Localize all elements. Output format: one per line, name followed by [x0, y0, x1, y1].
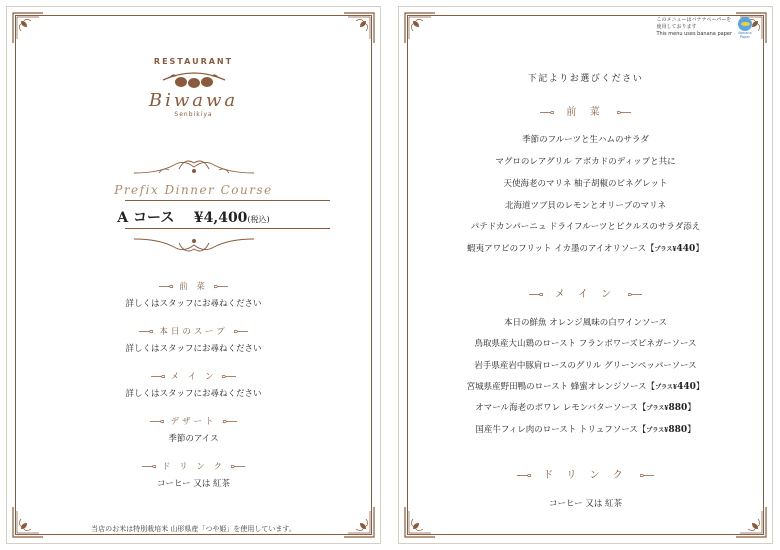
- flourish-icon: [529, 292, 543, 297]
- banana-paper-logo: Banana Paper: [736, 17, 754, 39]
- flourish-icon: [617, 110, 631, 115]
- menu-item: 宮城県産野田鴨のロースト 蜂蜜オレンジソース【プラス¥440】: [466, 382, 705, 392]
- course-tax: (税込): [247, 215, 270, 224]
- flourish-icon: [151, 374, 165, 379]
- flourish-icon: [222, 374, 236, 379]
- olive-branch-icon: [159, 68, 229, 90]
- corner-ornament-icon: [342, 11, 376, 45]
- choose-instruction: 下記よりお選びください: [527, 74, 644, 84]
- menu-item: コーヒー 又は 紅茶: [548, 499, 623, 509]
- flourish-icon: [159, 284, 173, 289]
- section-heading-soup: 本日のスープ: [7, 325, 380, 337]
- logo-name: Biwawa: [148, 90, 239, 111]
- flourish-icon: [231, 464, 245, 469]
- scroll-ornament-icon: [7, 233, 380, 261]
- corner-ornament-icon: [734, 505, 768, 539]
- scroll-ornament-icon: [7, 155, 380, 183]
- menu-page-right: [398, 6, 773, 544]
- section-body: 詳しくはスタッフにお尋ねください: [125, 389, 262, 399]
- corner-ornament-icon: [403, 505, 437, 539]
- flourish-icon: [540, 110, 554, 115]
- course-price: ¥4,400: [193, 210, 248, 226]
- course-name: A コース: [117, 210, 175, 226]
- section-body: コーヒー 又は 紅茶: [156, 479, 231, 489]
- flourish-icon: [142, 464, 156, 469]
- flourish-icon: [640, 473, 654, 478]
- section-heading-drink: ド リ ン ク: [7, 460, 380, 472]
- section-body: 季節のアイス: [168, 434, 219, 444]
- restaurant-logo: [7, 57, 380, 118]
- section-heading-main: メ イ ン: [399, 285, 772, 300]
- logo-subtitle: Senbikiya: [174, 111, 213, 118]
- course-subtitle: Prefix Dinner Course: [114, 183, 273, 197]
- course-title-row: [7, 207, 380, 227]
- divider: [125, 200, 330, 201]
- logo-restaurant-text: RESTAURANT: [153, 57, 234, 66]
- flourish-icon: [150, 419, 164, 424]
- flourish-icon: [517, 473, 531, 478]
- corner-ornament-icon: [11, 11, 45, 45]
- menu-item: 本日の鮮魚 オレンジ風味の白ワインソース: [503, 318, 668, 328]
- section-heading-main: メ イ ン: [7, 370, 380, 382]
- banana-paper-notice: このメニューはバナナペーパーを 使用しております This menu uses banana paper: [656, 17, 732, 37]
- section-heading-drink: ド リ ン ク: [399, 466, 772, 481]
- menu-item: 季節のフルーツと生ハムのサラダ: [522, 135, 649, 145]
- flourish-icon: [628, 292, 642, 297]
- menu-item: 北海道ツブ貝のレモンとオリーブのマリネ: [505, 201, 666, 211]
- banana-icon: [738, 17, 752, 31]
- rice-footnote: 当店のお米は特別栽培米 山形県産「つや姫」を使用しています。: [91, 525, 296, 533]
- section-body: 詳しくはスタッフにお尋ねください: [125, 344, 262, 354]
- section-heading-dessert: デザート: [7, 415, 380, 427]
- section-heading-appetizer: 前 菜: [399, 103, 772, 118]
- section-heading-appetizer: 前 菜: [7, 280, 380, 292]
- flourish-icon: [234, 329, 248, 334]
- corner-ornament-icon: [403, 11, 437, 45]
- section-body: 詳しくはスタッフにお尋ねください: [125, 299, 262, 309]
- menu-item: 鳥取県産大山鶏のロースト フランボワーズビネガーソース: [474, 339, 697, 349]
- menu-item: 天使海老のマリネ 柚子胡椒のビネグレット: [503, 179, 668, 189]
- menu-page-left: [6, 6, 381, 544]
- menu-item: 蝦夷アワビのフリット イカ墨のアイオリソース【プラス¥440】: [467, 244, 704, 254]
- menu-item: パテドカンパーニュ ドライフルーツとピクルスのサラダ添え: [470, 222, 701, 232]
- flourish-icon: [223, 419, 237, 424]
- menu-item: マグロのレアグリル アボカドのディップと共に: [495, 157, 676, 167]
- page-border: [407, 15, 764, 535]
- menu-item: オマール海老のポワレ レモンバターソース【プラス¥880】: [475, 403, 696, 413]
- flourish-icon: [214, 284, 228, 289]
- menu-item: 岩手県産岩中豚肩ロースのグリル グリーンペッパーソース: [474, 361, 697, 371]
- flourish-icon: [139, 329, 153, 334]
- menu-item: 国産牛フィレ肉のロースト トリュフソース【プラス¥880】: [475, 425, 696, 435]
- divider: [125, 228, 330, 229]
